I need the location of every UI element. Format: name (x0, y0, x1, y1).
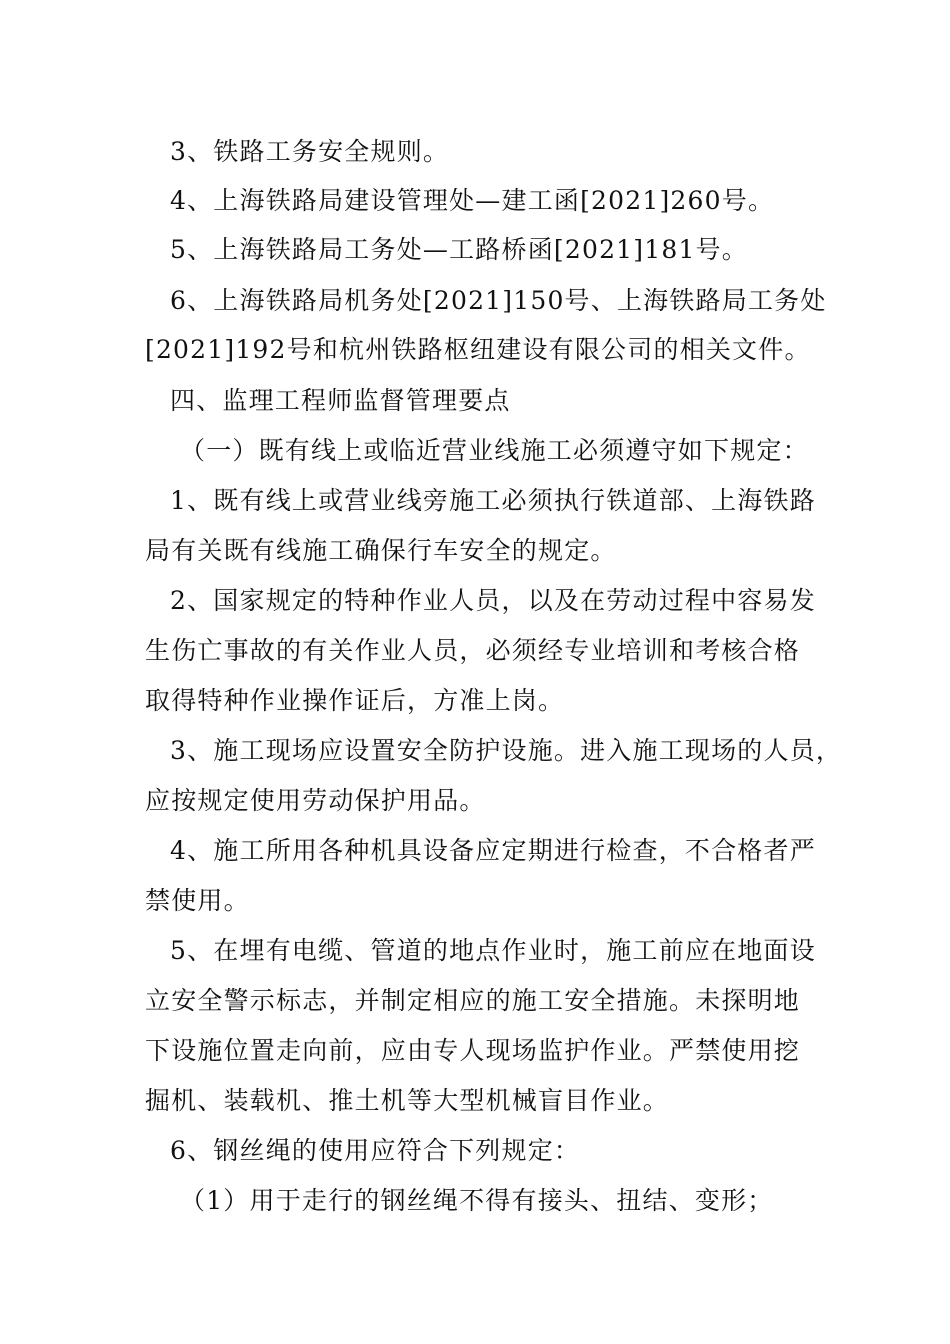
paragraph-line: 1、既有线上或营业线旁施工必须执行铁道部、上海铁路 (170, 486, 816, 515)
paragraph-line: 掘机、装载机、推土机等大型机械盲目作业。 (145, 1086, 670, 1115)
paragraph-line: 2、国家规定的特种作业人员，以及在劳动过程中容易发 (170, 586, 816, 615)
paragraph-line: 5、上海铁路局工务处—工路桥函[2021]181号。 (170, 235, 748, 264)
section-heading: 四、监理工程师监督管理要点 (170, 386, 511, 415)
paragraph-line: 生伤亡事故的有关作业人员，必须经专业培训和考核合格 (145, 636, 801, 665)
paragraph-line: 3、铁路工务安全规则。 (170, 137, 450, 166)
paragraph-line: 应按规定使用劳动保护用品。 (145, 786, 486, 815)
paragraph-line: 6、上海铁路局机务处[2021]150号、上海铁路局工务处 (170, 286, 827, 315)
paragraph-line: 下设施位置走向前，应由专人现场监护作业。严禁使用挖 (145, 1036, 801, 1065)
paragraph-line: 5、在埋有电缆、管道的地点作业时，施工前应在地面设 (170, 936, 816, 965)
paragraph-line: 禁使用。 (145, 886, 250, 915)
paragraph-line: [2021]192号和杭州铁路枢纽建设有限公司的相关文件。 (145, 335, 811, 364)
paragraph-line: 4、施工所用各种机具设备应定期进行检查，不合格者严 (170, 836, 816, 865)
paragraph-line: 局有关既有线施工确保行车安全的规定。 (145, 536, 617, 565)
paragraph-line: 取得特种作业操作证后，方准上岗。 (145, 686, 565, 715)
paragraph-line: 立安全警示标志，并制定相应的施工安全措施。未探明地 (145, 986, 801, 1015)
subsection-heading: （一）既有线上或临近营业线施工必须遵守如下规定： (180, 436, 809, 465)
paragraph-line: 3、施工现场应设置安全防护设施。进入施工现场的人员， (170, 736, 843, 765)
paragraph-line: 6、钢丝绳的使用应符合下列规定： (170, 1136, 581, 1165)
paragraph-line: 4、上海铁路局建设管理处—建工函[2021]260号。 (170, 186, 775, 215)
paragraph-line: （1）用于走行的钢丝绳不得有接头、扭结、变形； (180, 1186, 774, 1215)
